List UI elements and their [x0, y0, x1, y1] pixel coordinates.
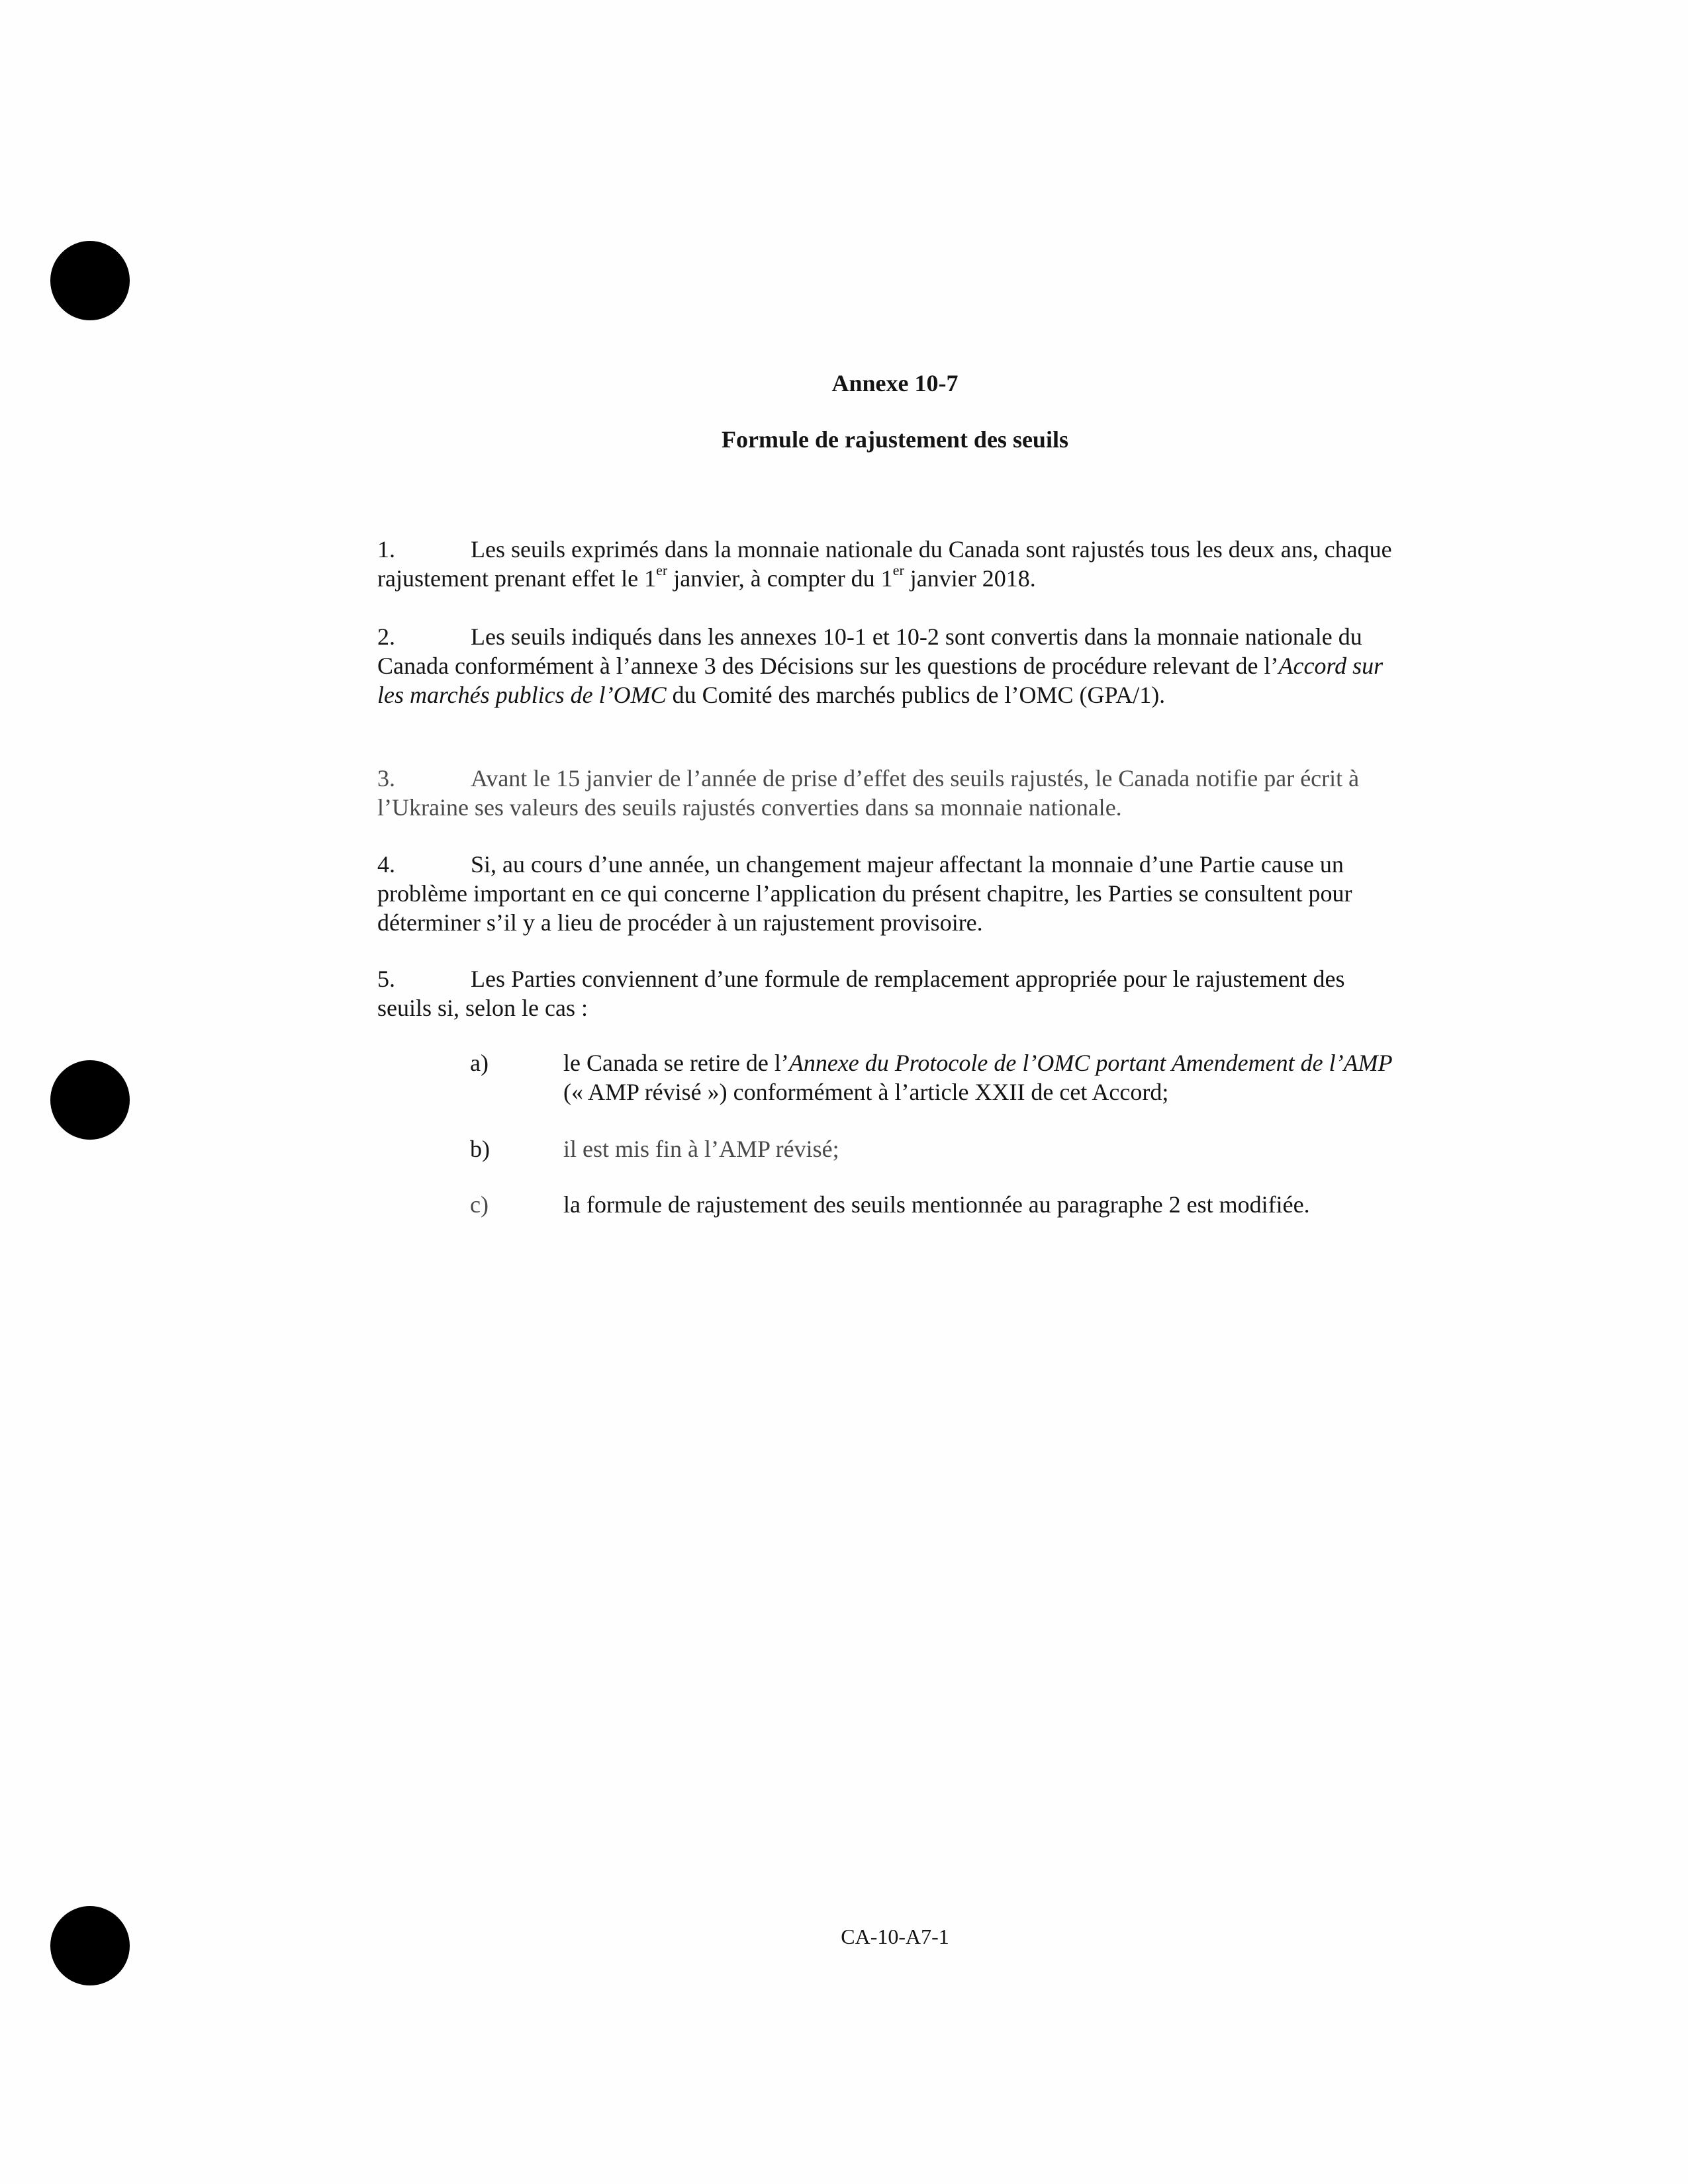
item-text-part: (« AMP révisé ») conformément à l’article XXII de cet Accord;	[563, 1079, 1169, 1105]
item-text: il est mis fin à l’AMP révisé;	[563, 1136, 839, 1162]
agreement-title-italic: Accord sur les marchés publics de l’OMC	[377, 653, 1383, 708]
punch-hole-mark	[50, 1060, 130, 1140]
list-item-b	[470, 1134, 1400, 1163]
item-text: la formule de rajustement des seuils mentionnée au paragraphe 2 est modifiée.	[563, 1191, 1310, 1218]
item-text	[563, 1048, 1400, 1107]
paragraph-4	[377, 850, 1400, 937]
list-item-a	[470, 1048, 1400, 1107]
paragraph-1	[377, 535, 1400, 593]
paragraph-number: 4.	[377, 851, 395, 878]
paragraph-text: Si, au cours d’une année, un changement majeur affectant la monnaie d’une Partie cause un problème important en ce qui concerne l’application du présent chapitre, les Parties se consultent pour déterminer s’il y a lieu de procéder à un rajustement provisoire.	[377, 851, 1352, 936]
annex-title: Formule de rajustement des seuils	[722, 426, 1068, 453]
paragraph-5	[377, 964, 1400, 1023]
punch-hole-mark	[50, 241, 130, 320]
page-footer-id: CA-10-A7-1	[841, 1925, 949, 1948]
paragraph-number: 3.	[377, 765, 395, 792]
item-letter: b)	[470, 1136, 490, 1162]
paragraph-number: 1.	[377, 536, 395, 563]
ordinal-superscript: er	[656, 562, 668, 578]
paragraph-text: janvier, à compter du 1	[667, 565, 893, 592]
paragraph-text: janvier 2018.	[904, 565, 1036, 592]
item-letter: c)	[470, 1191, 489, 1218]
paragraph-number: 5.	[377, 966, 395, 992]
paragraph-text: Les seuils indiqués dans les annexes 10-1 et 10-2 sont convertis dans la monnaie nationale du Canada conformément à l’annexe 3 des Décisions sur les questions de procédure relevant de l’	[377, 623, 1362, 679]
paragraph-number: 2.	[377, 623, 395, 650]
protocol-title-italic: Annexe du Protocole de l’OMC portant Amendement de l’AMP	[788, 1050, 1393, 1076]
paragraph-text: du Comité des marchés publics de l’OMC (GPA/1).	[666, 682, 1166, 708]
paragraph-text: Les Parties conviennent d’une formule de remplacement appropriée pour le rajustement des seuils si, selon le cas :	[377, 966, 1345, 1021]
list-item-c	[470, 1190, 1400, 1219]
item-text-part: le Canada se retire de l’	[563, 1050, 789, 1076]
paragraph-3	[377, 764, 1400, 822]
ordinal-superscript: er	[892, 562, 904, 578]
item-letter: a)	[470, 1050, 489, 1076]
paragraph-2	[377, 622, 1400, 709]
annex-heading: Annexe 10-7	[831, 370, 959, 396]
paragraph-text: Les seuils exprimés dans la monnaie nationale du Canada sont rajustés tous les deux ans, chaque rajustement prenant effet le 1	[377, 536, 1392, 592]
paragraph-text: Avant le 15 janvier de l’année de prise d’effet des seuils rajustés, le Canada notifie par écrit à l’Ukraine ses valeurs des seuils rajustés converties dans sa monnaie nationale.	[377, 765, 1360, 821]
